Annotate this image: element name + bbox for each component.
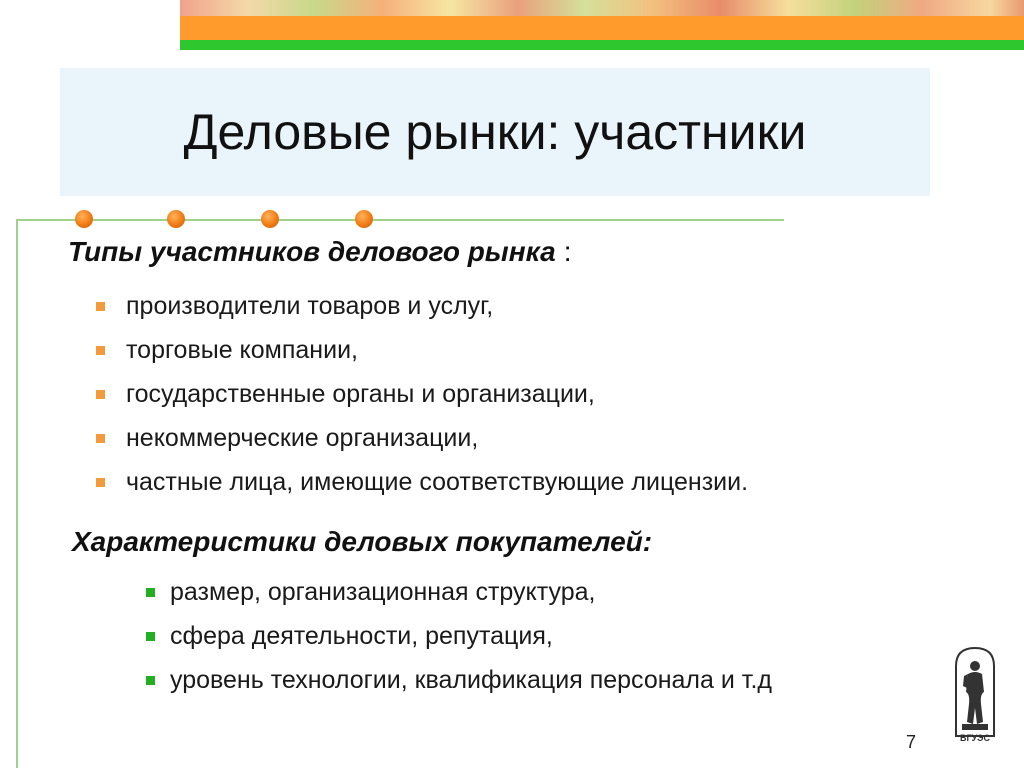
decorative-dot-icon xyxy=(167,210,185,228)
svg-text:ВГУЭС: ВГУЭС xyxy=(960,733,990,743)
green-bullet-icon xyxy=(146,588,155,597)
section-heading-text: Типы участников делового рынка xyxy=(68,236,556,267)
green-bullet-icon xyxy=(146,632,155,641)
section-heading-participant-types xyxy=(68,236,572,268)
green-bullet-icon xyxy=(146,676,155,685)
frame-line-left xyxy=(16,219,18,768)
top-orange-bar xyxy=(180,16,1024,40)
list-item xyxy=(146,658,772,702)
buyer-characteristics-list xyxy=(146,570,772,702)
list-item xyxy=(96,328,748,372)
participant-types-list xyxy=(96,284,748,504)
list-item xyxy=(96,372,748,416)
section-heading-colon: : xyxy=(563,236,572,267)
university-logo-icon xyxy=(950,644,1000,744)
list-item-text: сфера деятельности, репутация, xyxy=(170,622,553,650)
top-green-bar xyxy=(180,40,1024,50)
orange-bullet-icon xyxy=(96,390,105,399)
decorative-dot-icon xyxy=(355,210,373,228)
list-item xyxy=(96,460,748,504)
orange-bullet-icon xyxy=(96,434,105,443)
decorative-dot-icon xyxy=(261,210,279,228)
list-item-text: государственные органы и организации, xyxy=(126,380,595,408)
frame-line-top xyxy=(16,219,784,221)
list-item xyxy=(146,614,772,658)
list-item xyxy=(96,416,748,460)
orange-bullet-icon xyxy=(96,478,105,487)
list-item-text: торговые компании, xyxy=(126,336,358,364)
decorative-dot-icon xyxy=(75,210,93,228)
list-item-text: частные лица, имеющие соответствующие лицензии. xyxy=(126,468,749,496)
section-heading-buyer-characteristics: Характеристики деловых покупателей: xyxy=(72,526,653,557)
list-item-text: производители товаров и услуг, xyxy=(126,292,494,320)
list-item xyxy=(146,570,772,614)
list-item-text: размер, организационная структура, xyxy=(170,578,596,606)
orange-bullet-icon xyxy=(96,346,105,355)
list-item-text: уровень технологии, квалификация персонала и т.д xyxy=(170,666,772,694)
slide-title: Деловые рынки: участники xyxy=(183,104,807,160)
orange-bullet-icon xyxy=(96,302,105,311)
list-item xyxy=(96,284,748,328)
list-item-text: некоммерческие организации, xyxy=(126,424,479,452)
page-number: 7 xyxy=(906,732,917,752)
decorative-floral-banner xyxy=(180,0,1024,16)
